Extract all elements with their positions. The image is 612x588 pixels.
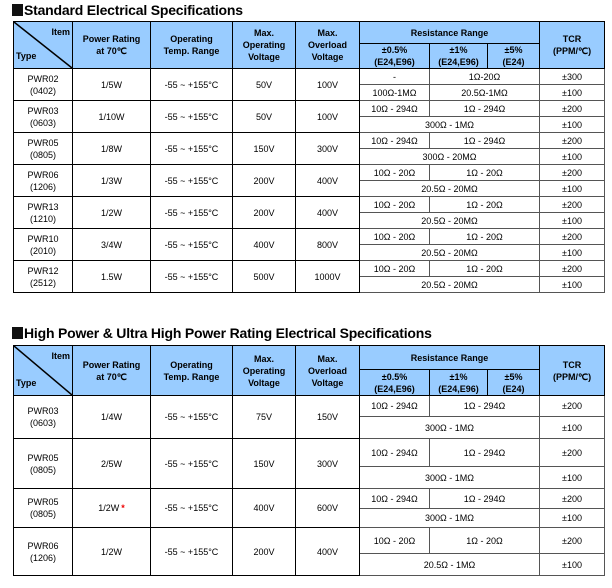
resistance-cell: 10Ω - 294Ω [360, 396, 430, 417]
resistance-cell: 20.5Ω - 20MΩ [360, 277, 540, 293]
type-name: PWR06 [27, 169, 59, 180]
maxov-cell [296, 101, 360, 133]
temp-cell [151, 439, 233, 489]
power-value: 1/4W [100, 412, 122, 422]
tolerance-header-line: (E24,E96) [374, 383, 415, 394]
type-size: (0402) [29, 85, 56, 96]
temp-cell [151, 197, 233, 229]
power-value: 2/5W [100, 458, 122, 469]
temp-value: -55 ~ +155°C [164, 458, 219, 469]
type-label: Type [16, 378, 37, 388]
tcr-cell: ±100 [540, 509, 605, 528]
maxov-value: 100V [316, 111, 339, 122]
tcr-header-line: TCR [562, 359, 582, 370]
resistance-cell: 10Ω - 20Ω [360, 229, 430, 245]
temp-cell [151, 229, 233, 261]
type-cell [14, 528, 73, 576]
resistance-cell: 300Ω - 1MΩ [360, 117, 540, 133]
maxov-value: 150V [316, 412, 339, 422]
power-cell [73, 528, 151, 576]
maxop-value: 75V [255, 412, 272, 422]
tcr-cell: ±200 [540, 261, 605, 277]
tcr-cell: ±200 [540, 439, 605, 467]
tolerance-header-line: ±1% [449, 371, 468, 382]
table-row [14, 261, 605, 277]
maxop-header-line: Max. [253, 28, 274, 38]
power-header [73, 346, 151, 396]
resistance-cell: 1Ω - 20Ω [430, 197, 540, 213]
power-cell [73, 69, 151, 101]
table-row [14, 489, 605, 509]
type-name: PWR06 [27, 540, 59, 551]
maxop-header-line: Operating [242, 40, 286, 50]
temp-header-line: Temp. Range [163, 371, 220, 382]
maxov-value: 800V [316, 239, 339, 250]
maxop-cell [233, 261, 296, 293]
type-cell [14, 165, 73, 197]
maxop-cell [233, 197, 296, 229]
resistance-cell: 1Ω - 20Ω [430, 261, 540, 277]
resistance-cell: 300Ω - 1MΩ [360, 417, 540, 439]
type-cell [14, 101, 73, 133]
maxop-cell [233, 69, 296, 101]
maxop-value: 400V [253, 239, 275, 250]
resistance-cell: 10Ω - 20Ω [360, 261, 430, 277]
maxop-cell [233, 528, 296, 576]
maxop-value: 50V [255, 111, 272, 122]
resistance-cell: 10Ω - 20Ω [360, 528, 430, 554]
maxop-value: 150V [253, 458, 275, 469]
resistance-cell: 100Ω-1MΩ [360, 85, 430, 101]
tolerance-header-line: (E24) [502, 57, 525, 67]
type-size: (0805) [29, 149, 56, 160]
maxov-value: 600V [316, 503, 339, 513]
tcr-cell: ±200 [540, 528, 605, 554]
maxop-header [233, 346, 296, 396]
power-value: 1/8W [100, 143, 122, 154]
table-row [14, 165, 605, 181]
type-name: PWR03 [27, 406, 59, 416]
header-row [14, 22, 605, 44]
maxov-value: 400V [316, 546, 339, 557]
resistance-cell: 1Ω - 20Ω [430, 528, 540, 554]
tcr-header-line: (PPM/℃) [552, 46, 592, 56]
type-label: Type [16, 51, 37, 61]
tcr-cell: ±100 [540, 467, 605, 489]
tolerance-header [488, 370, 540, 396]
power-cell [73, 165, 151, 197]
maxov-cell [296, 439, 360, 489]
type-size: (0603) [29, 117, 56, 128]
type-cell [14, 133, 73, 165]
maxop-header-line: Operating [242, 365, 286, 376]
tolerance-header-line: (E24,E96) [438, 57, 479, 67]
maxop-cell [233, 101, 296, 133]
resistance-range-header: Resistance Range [360, 22, 540, 44]
resistance-cell: 20.5Ω - 1MΩ [360, 554, 540, 576]
section-title-text: High Power & Ultra High Power Rating Electrical Specifications [24, 325, 432, 341]
type-size: (1206) [29, 552, 56, 563]
resistance-cell: 10Ω - 294Ω [360, 439, 430, 467]
black-square-icon [12, 4, 23, 16]
maxov-cell [296, 197, 360, 229]
resistance-cell: 20.5Ω-1MΩ [430, 85, 540, 101]
maxov-cell [296, 69, 360, 101]
resistance-cell: 10Ω - 20Ω [360, 197, 430, 213]
item-label: Item [51, 27, 70, 37]
tolerance-header-line: (E24,E96) [374, 57, 415, 67]
tcr-cell: ±100 [540, 85, 605, 101]
power-cell [73, 489, 151, 528]
tcr-cell: ±100 [540, 277, 605, 293]
type-name: PWR05 [27, 497, 59, 507]
type-name: PWR05 [27, 137, 59, 148]
resistance-cell: 1Ω - 294Ω [430, 133, 540, 149]
temp-header-line: Operating [170, 359, 213, 370]
maxov-value: 100V [316, 79, 339, 90]
temp-cell [151, 133, 233, 165]
type-name: PWR02 [27, 73, 59, 84]
maxov-cell [296, 528, 360, 576]
tcr-cell: ±100 [540, 245, 605, 261]
resistance-cell: 1Ω - 294Ω [430, 396, 540, 417]
power-value: 1/10W [98, 111, 125, 122]
tolerance-header [430, 44, 488, 69]
tcr-cell: ±200 [540, 229, 605, 245]
resistance-cell: 1Ω - 20Ω [430, 165, 540, 181]
tcr-cell: ±200 [540, 396, 605, 417]
tcr-cell: ±100 [540, 213, 605, 229]
maxop-cell [233, 165, 296, 197]
type-name: PWR13 [27, 201, 59, 212]
resistance-cell: 1Ω - 294Ω [430, 439, 540, 467]
maxop-value: 50V [255, 79, 272, 90]
resistance-cell: - [360, 69, 430, 85]
resistance-cell: 10Ω - 294Ω [360, 133, 430, 149]
maxop-cell [233, 229, 296, 261]
tcr-cell: ±200 [540, 197, 605, 213]
tcr-cell: ±100 [540, 117, 605, 133]
table-row [14, 101, 605, 117]
maxov-cell [296, 133, 360, 165]
maxov-header-line: Overload [307, 40, 347, 50]
tcr-cell: ±200 [540, 101, 605, 117]
power-cell [73, 261, 151, 293]
maxov-cell [296, 489, 360, 528]
temp-cell [151, 489, 233, 528]
type-size: (1206) [29, 181, 56, 192]
resistance-cell: 1Ω-20Ω [430, 69, 540, 85]
maxov-header [296, 346, 360, 396]
maxop-value: 150V [253, 143, 275, 154]
tcr-cell: ±200 [540, 489, 605, 509]
section-title [12, 2, 243, 18]
power-cell [73, 439, 151, 489]
maxov-header [296, 22, 360, 69]
tcr-header-line: (PPM/℃) [552, 371, 592, 382]
power-value: 3/4W [100, 239, 122, 250]
maxov-cell [296, 229, 360, 261]
maxov-header-line: Max. [317, 353, 338, 364]
maxov-cell [296, 396, 360, 439]
type-cell [14, 489, 73, 528]
table-row [14, 396, 605, 417]
power-header-line: Power Rating [82, 34, 141, 44]
temp-value: -55 ~ +155°C [164, 546, 219, 557]
tcr-cell: ±100 [540, 554, 605, 576]
temp-value: -55 ~ +155°C [164, 207, 219, 218]
tcr-cell: ±100 [540, 417, 605, 439]
resistance-cell: 20.5Ω - 20MΩ [360, 245, 540, 261]
temp-cell [151, 528, 233, 576]
power-cell [73, 396, 151, 439]
black-square-icon [12, 327, 23, 339]
maxov-header-line: Voltage [311, 52, 344, 62]
tcr-cell: ±200 [540, 133, 605, 149]
maxop-header-line: Voltage [248, 377, 280, 388]
type-cell [14, 439, 73, 489]
type-size: (0603) [29, 418, 56, 428]
note-asterisk: * [121, 503, 125, 513]
power-value: 1.5W [100, 271, 122, 282]
power-value: 1/2W [100, 207, 122, 218]
tolerance-header [430, 370, 488, 396]
power-value: 1/2W [100, 546, 122, 557]
tolerance-header-line: ±0.5% [381, 371, 408, 382]
temp-value: -55 ~ +155°C [164, 143, 219, 154]
temp-value: -55 ~ +155°C [164, 111, 219, 122]
type-cell [14, 197, 73, 229]
maxov-header-line: Overload [307, 365, 347, 376]
item-label: Item [51, 351, 70, 361]
temp-cell [151, 165, 233, 197]
tcr-cell: ±100 [540, 149, 605, 165]
spec-table [13, 345, 605, 576]
resistance-cell: 10Ω - 294Ω [360, 489, 430, 509]
type-size: (0805) [29, 509, 56, 519]
maxop-header-line: Max. [253, 353, 274, 364]
temp-value: -55 ~ +155°C [164, 79, 219, 90]
power-value: 1/2W [98, 503, 120, 513]
tolerance-header [360, 370, 430, 396]
maxov-cell [296, 261, 360, 293]
maxov-header-line: Max. [317, 28, 338, 38]
tolerance-header-line: ±5% [504, 371, 523, 382]
resistance-cell: 1Ω - 294Ω [430, 101, 540, 117]
section-title-text: Standard Electrical Specifications [24, 2, 243, 18]
type-size: (2512) [29, 277, 56, 288]
power-cell [73, 133, 151, 165]
temp-header [151, 346, 233, 396]
resistance-cell: 300Ω - 1MΩ [360, 467, 540, 489]
tcr-cell: ±100 [540, 181, 605, 197]
power-header [73, 22, 151, 69]
temp-value: -55 ~ +155°C [164, 503, 219, 513]
table-row [14, 229, 605, 245]
maxop-header-line: Voltage [248, 52, 280, 62]
power-value: 1/5W [100, 79, 122, 90]
maxop-value: 200V [253, 175, 275, 186]
power-cell [73, 197, 151, 229]
maxov-header-line: Voltage [311, 377, 344, 388]
temp-cell [151, 69, 233, 101]
item-type-header [14, 22, 73, 69]
temp-header-line: Operating [170, 34, 213, 44]
type-cell [14, 261, 73, 293]
maxop-cell [233, 133, 296, 165]
temp-header [151, 22, 233, 69]
tolerance-header-line: (E24) [502, 383, 525, 394]
temp-value: -55 ~ +155°C [164, 412, 219, 422]
maxop-cell [233, 489, 296, 528]
tcr-header [540, 22, 605, 69]
maxop-header [233, 22, 296, 69]
resistance-cell: 10Ω - 294Ω [360, 101, 430, 117]
tcr-header [540, 346, 605, 396]
type-name: PWR05 [27, 452, 59, 463]
resistance-cell: 1Ω - 294Ω [430, 489, 540, 509]
maxop-value: 200V [253, 207, 275, 218]
tolerance-header-line: ±0.5% [381, 45, 408, 55]
power-cell [73, 101, 151, 133]
tolerance-header-line: (E24,E96) [438, 383, 479, 394]
maxov-value: 400V [316, 207, 339, 218]
power-header-line: at 70℃ [96, 371, 127, 382]
table-row [14, 133, 605, 149]
header-row [14, 346, 605, 370]
tcr-cell: ±300 [540, 69, 605, 85]
resistance-cell: 10Ω - 20Ω [360, 165, 430, 181]
spec-table [13, 21, 605, 293]
type-cell [14, 229, 73, 261]
type-name: PWR12 [27, 265, 59, 276]
power-cell [73, 229, 151, 261]
temp-header-line: Temp. Range [163, 46, 220, 56]
power-value: 1/3W [100, 175, 122, 186]
resistance-cell: 300Ω - 1MΩ [360, 509, 540, 528]
maxop-cell [233, 396, 296, 439]
maxov-value: 400V [316, 175, 339, 186]
temp-value: -55 ~ +155°C [164, 175, 219, 186]
resistance-cell: 300Ω - 20MΩ [360, 149, 540, 165]
tolerance-header [488, 44, 540, 69]
resistance-cell: 20.5Ω - 20MΩ [360, 181, 540, 197]
resistance-cell: 20.5Ω - 20MΩ [360, 213, 540, 229]
maxov-value: 300V [316, 458, 339, 469]
temp-cell [151, 396, 233, 439]
type-name: PWR03 [27, 105, 59, 116]
resistance-cell: 1Ω - 20Ω [430, 229, 540, 245]
table-row [14, 69, 605, 85]
type-size: (1210) [29, 213, 56, 224]
table-row [14, 528, 605, 554]
section-title [12, 325, 432, 341]
maxop-value: 200V [253, 546, 275, 557]
type-cell [14, 396, 73, 439]
tcr-cell: ±200 [540, 165, 605, 181]
temp-cell [151, 101, 233, 133]
tolerance-header [360, 44, 430, 69]
type-size: (2010) [29, 245, 56, 256]
maxop-value: 500V [253, 271, 275, 282]
tcr-header-line: TCR [562, 34, 582, 44]
maxov-cell [296, 165, 360, 197]
type-name: PWR10 [27, 233, 59, 244]
maxop-cell [233, 439, 296, 489]
temp-cell [151, 261, 233, 293]
item-type-header [14, 346, 73, 396]
power-header-line: at 70℃ [96, 46, 127, 56]
type-cell [14, 69, 73, 101]
maxov-value: 1000V [314, 271, 341, 282]
power-header-line: Power Rating [82, 359, 141, 370]
type-size: (0805) [29, 464, 56, 475]
table-row [14, 197, 605, 213]
maxop-value: 400V [253, 503, 275, 513]
table-row [14, 439, 605, 467]
tolerance-header-line: ±1% [449, 45, 468, 55]
resistance-range-header: Resistance Range [360, 346, 540, 370]
temp-value: -55 ~ +155°C [164, 239, 219, 250]
temp-value: -55 ~ +155°C [164, 271, 219, 282]
maxov-value: 300V [316, 143, 339, 154]
tolerance-header-line: ±5% [504, 45, 523, 55]
